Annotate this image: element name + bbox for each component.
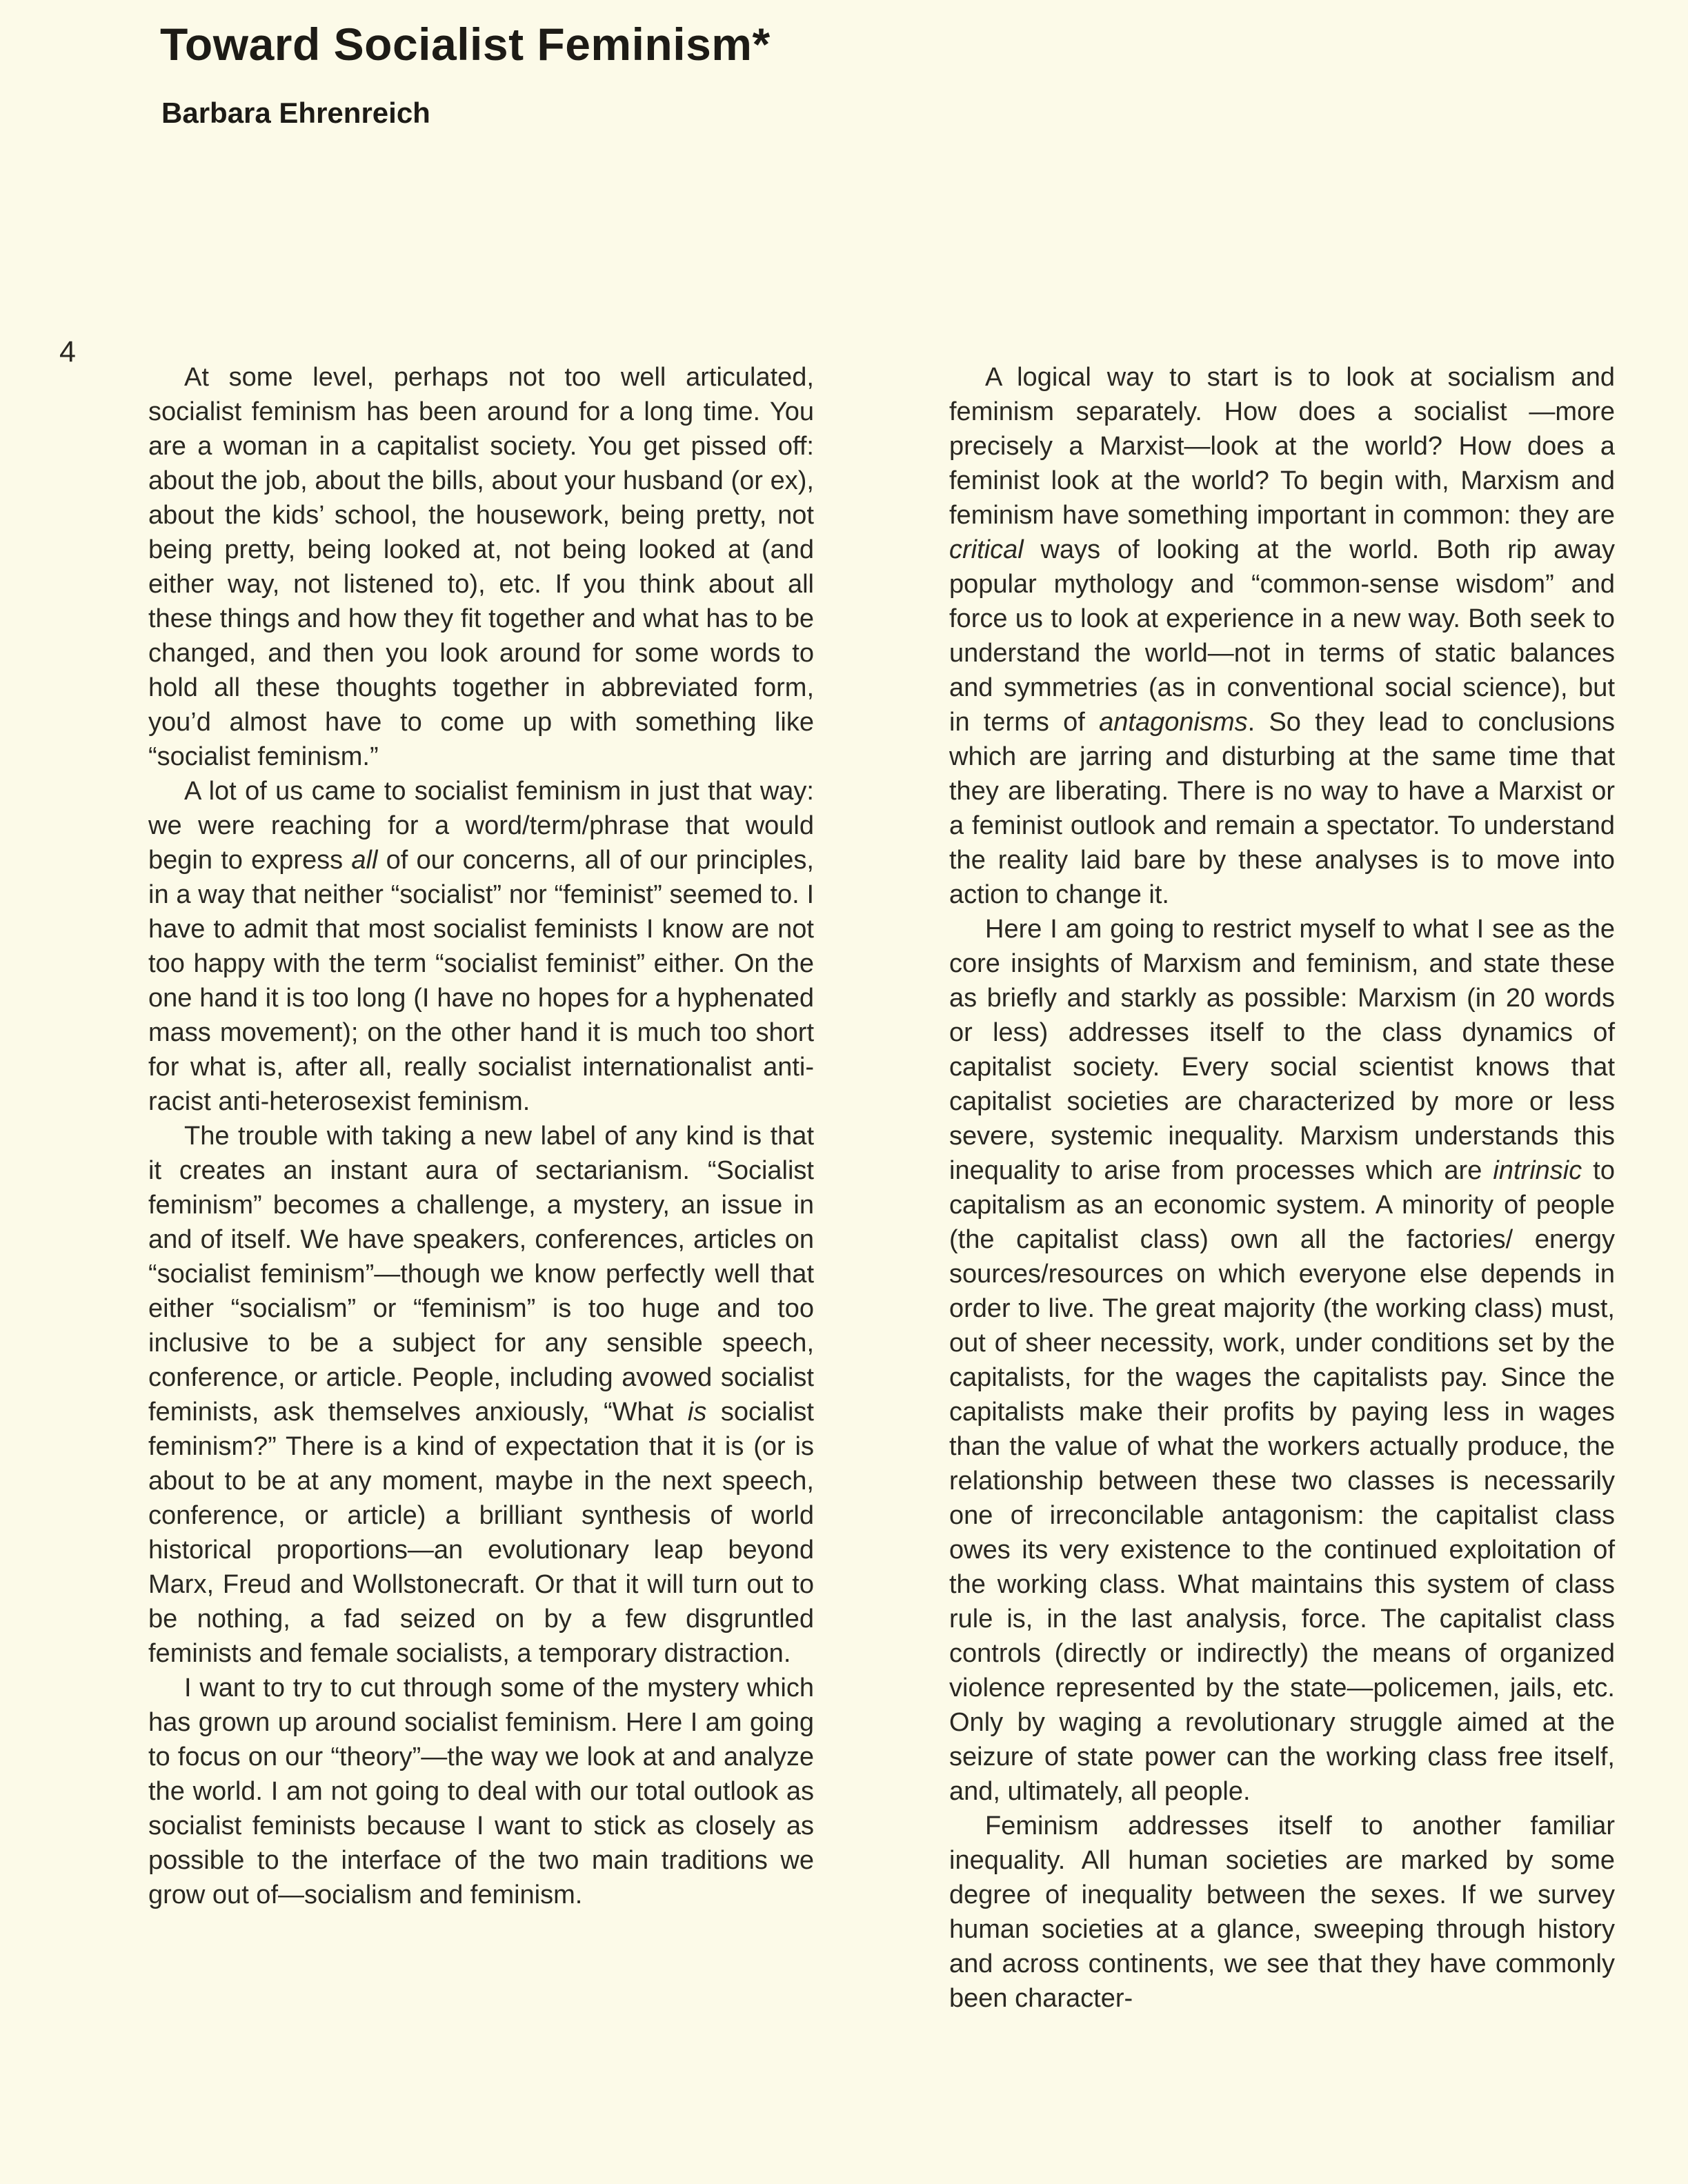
text-run: to capitalism as an economic system. A minority of people (the capitalist class) own all the factories/ energy sources/resources on which everyone else depends in order to live. The great majority (the working class) must, out of sheer necessity, work, under conditions set by the capitalists, for the wages the capitalists pay. Since the capitalists make their profits by paying less in wages than the value of what the workers actually produce, the relationship between these two classes is necessarily one of irreconcilable antagonism: the capitalist class owes its very existence to the continued exploitation of the working class. What maintains this system of class rule is, in the last analysis, force. The capitalist class controls (directly or indirectly) the means of organized violence represented by the state—policemen, jails, etc. Only by waging a revolutionary struggle aimed at the seizure of state power can the working class free itself, and, ultimately, all people. bbox=[949, 1156, 1616, 1806]
italic-text-run: all bbox=[351, 846, 378, 875]
italic-text-run: is bbox=[687, 1398, 707, 1427]
text-run: Feminism addresses itself to another familiar inequality. All human societies are marked by some degree of inequality between the sexes. If we survey human societies at a glance, sweeping through history and across continents, we see that they have commonly been character- bbox=[949, 1811, 1615, 2013]
italic-text-run: intrinsic bbox=[1493, 1156, 1582, 1185]
text-run: socialist feminism?” There is a kind of expectation that it is (or is about to be at any moment, maybe in the next speech, conference, or article) a brilliant synthesis of world historical proportions—an evolutionary leap beyond Marx, Freud and Wollstonecraft. Or that it will turn out to be nothing, a fad seized on by a few disgruntled feminists and female socialists, a temporary distraction. bbox=[148, 1398, 814, 1668]
text-run: A lot of us came to socialist feminism in just that way: we were reaching for a word/term/phrase that would begin to express bbox=[148, 777, 814, 875]
left-column bbox=[148, 360, 814, 2016]
paragraph bbox=[148, 1671, 814, 1912]
paragraph bbox=[148, 774, 814, 1119]
text-run: A logical way to start is to look at socialism and feminism separately. How does a socialist —more precisely a Marxist—look at the world? How does a feminist look at the world? To begin with, Marxism and feminism have something important in common: they are bbox=[949, 363, 1615, 530]
paragraph bbox=[148, 360, 814, 774]
paragraph bbox=[949, 1809, 1615, 2016]
paragraph bbox=[949, 360, 1615, 912]
italic-text-run: critical bbox=[949, 535, 1024, 564]
paragraph bbox=[949, 912, 1615, 1809]
article-author: Barbara Ehrenreich bbox=[161, 97, 430, 129]
page-number: 4 bbox=[59, 335, 76, 368]
text-run: At some level, perhaps not too well articulated, socialist feminism has been around for a long time. You are a woman in a capitalist society. You get pissed off: about the job, about the bills, about your husband (or ex), about the kids’ school, the housework, being pretty, not being pretty, being looked at, not being looked at (and either way, not listened to), etc. If you think about all these things and how they fit together and what has to be changed, and then you look around for some words to hold all these thoughts together in abbreviated form, you’d almost have to come up with something like “socialist feminism.” bbox=[148, 363, 814, 771]
text-run: Here I am going to restrict myself to what I see as the core insights of Marxism and feminism, and state these as briefly and starkly as possible: Marxism (in 20 words or less) addresses itself to the class dynamics of capitalist society. Every social scientist knows that capitalist societies are characterized by more or less severe, systemic inequality. Marxism understands this inequality to arise from processes which are bbox=[949, 915, 1615, 1185]
text-columns bbox=[148, 360, 1615, 2016]
paragraph bbox=[148, 1119, 814, 1671]
text-run: . So they lead to conclusions which are jarring and disturbing at the same time that they are liberating. There is no way to have a Marxist or a feminist outlook and remain a spectator. To understand the reality laid bare by these analyses is to move into action to change it. bbox=[949, 708, 1615, 909]
text-run: of our concerns, all of our principles, in a way that neither “socialist” nor “feminist” seemed to. I have to admit that most socialist feminists I know are not too happy with the term “socialist feminist” either. On the one hand it is too long (I have no hopes for a hyphenated mass movement); on the other hand it is much too short for what is, after all, really socialist internationalist anti-racist anti-heterosexist feminism. bbox=[148, 846, 814, 1116]
italic-text-run: antagonisms bbox=[1099, 708, 1248, 737]
text-run: The trouble with taking a new label of any kind is that it creates an instant aura of sectarianism. “Socialist feminism” becomes a challenge, a mystery, an issue in and of itself. We have speakers, conferences, articles on “socialist feminism”—though we know perfectly well that either “socialism” or “feminism” is too huge and too inclusive to be a subject for any sensible speech, conference, or article. People, including avowed socialist feminists, ask themselves anxiously, “What bbox=[148, 1122, 814, 1427]
text-run: I want to try to cut through some of the mystery which has grown up around socialist feminism. Here I am going to focus on our “theory”—the way we look at and analyze the world. I am not going to deal with our total outlook as socialist feminists because I want to stick as closely as possible to the interface of the two main traditions we grow out of—socialism and feminism. bbox=[148, 1674, 814, 1909]
text-run: ways of looking at the world. Both rip away popular mythology and “common-sense wisdom” and force us to look at experience in a new way. Both seek to understand the world—not in terms of static balances and symmetries (as in conventional social science), but in terms of bbox=[949, 535, 1615, 737]
right-column bbox=[949, 360, 1615, 2016]
page-title: Toward Socialist Feminism* bbox=[160, 19, 771, 70]
